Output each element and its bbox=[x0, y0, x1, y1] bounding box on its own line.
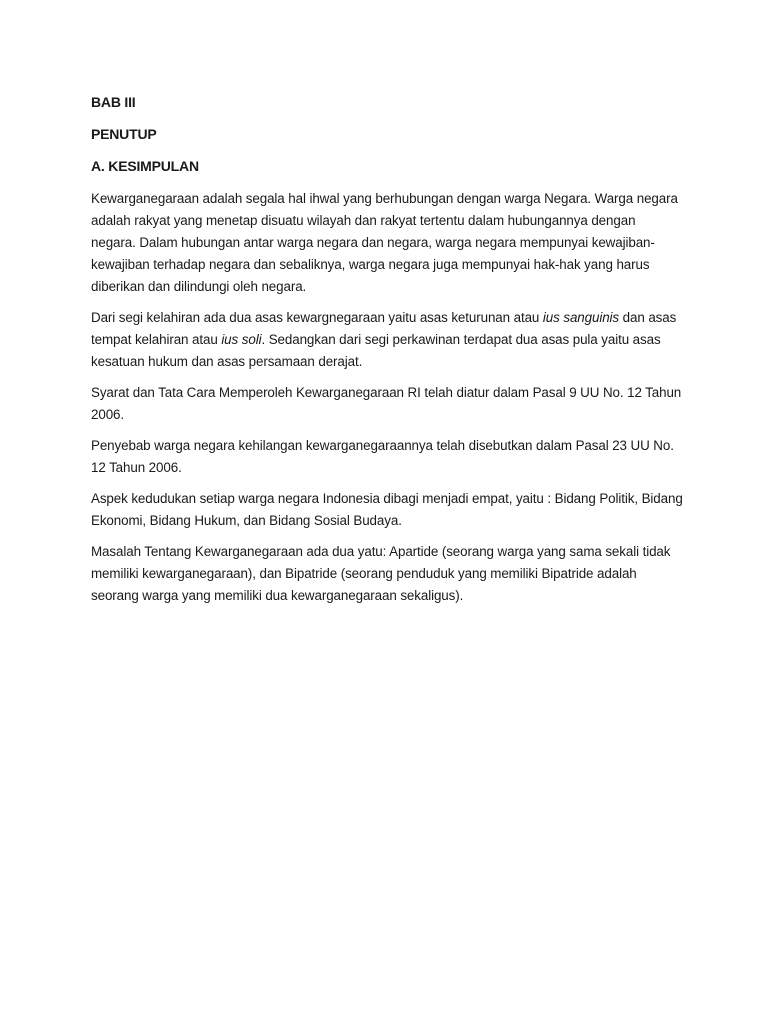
term-ius-sanguinis: ius sanguinis bbox=[542, 310, 620, 325]
paragraph-loss: Penyebab warga negara kehilangan kewarganegaraannya telah disebutkan dalam Pasal 23 UU No. 12 Tahun 2006. bbox=[91, 438, 674, 475]
paragraph-principles-text-2: dan asas tempat kelahiran atau bbox=[91, 310, 677, 347]
paragraph-principles-text-3: . Sedangkan dari segi perkawinan terdapat dua asas pula yaitu asas kesatuan hukum dan asas persamaan derajat. bbox=[91, 332, 661, 369]
paragraph-principles-text-1: Dari segi kelahiran ada dua asas kewargnegaraan yaitu asas keturunan atau bbox=[91, 310, 543, 325]
chapter-title: PENUTUP bbox=[91, 126, 157, 142]
chapter-heading: BAB III bbox=[91, 94, 136, 110]
paragraph-definition: Kewarganegaraan adalah segala hal ihwal yang berhubungan dengan warga Negara. Warga negara adalah rakyat yang menetap disuatu wilayah dan rakyat tertentu dalam hubungannya dengan negara. Dalam hubungan antar warga negara dan negara, warga negara mempunyai kewajiban-kewajiban terhadap negara dan sebaliknya, warga negara juga mempunyai hak-hak yang harus diberikan dan dilindungi oleh negara. bbox=[91, 191, 678, 294]
paragraph-requirements: Syarat dan Tata Cara Memperoleh Kewarganegaraan RI telah diatur dalam Pasal 9 UU No. 12 Tahun 2006. bbox=[91, 385, 682, 422]
document-page bbox=[91, 92, 683, 616]
term-ius-soli: ius soli bbox=[221, 332, 262, 347]
paragraph-aspects: Aspek kedudukan setiap warga negara Indonesia dibagi menjadi empat, yaitu : Bidang Politik, Bidang Ekonomi, Bidang Hukum, dan Bidang Sosial Budaya. bbox=[91, 491, 683, 528]
paragraph-principles bbox=[91, 307, 683, 373]
section-heading: A. KESIMPULAN bbox=[91, 158, 199, 174]
paragraph-problems: Masalah Tentang Kewarganegaraan ada dua yatu: Apartide (seorang warga yang sama sekali tidak memiliki kewarganegaraan), dan Bipatride (seorang penduduk yang memiliki Bipatride adalah seorang warga yang memiliki dua kewarganegaraan sekaligus). bbox=[91, 544, 671, 603]
